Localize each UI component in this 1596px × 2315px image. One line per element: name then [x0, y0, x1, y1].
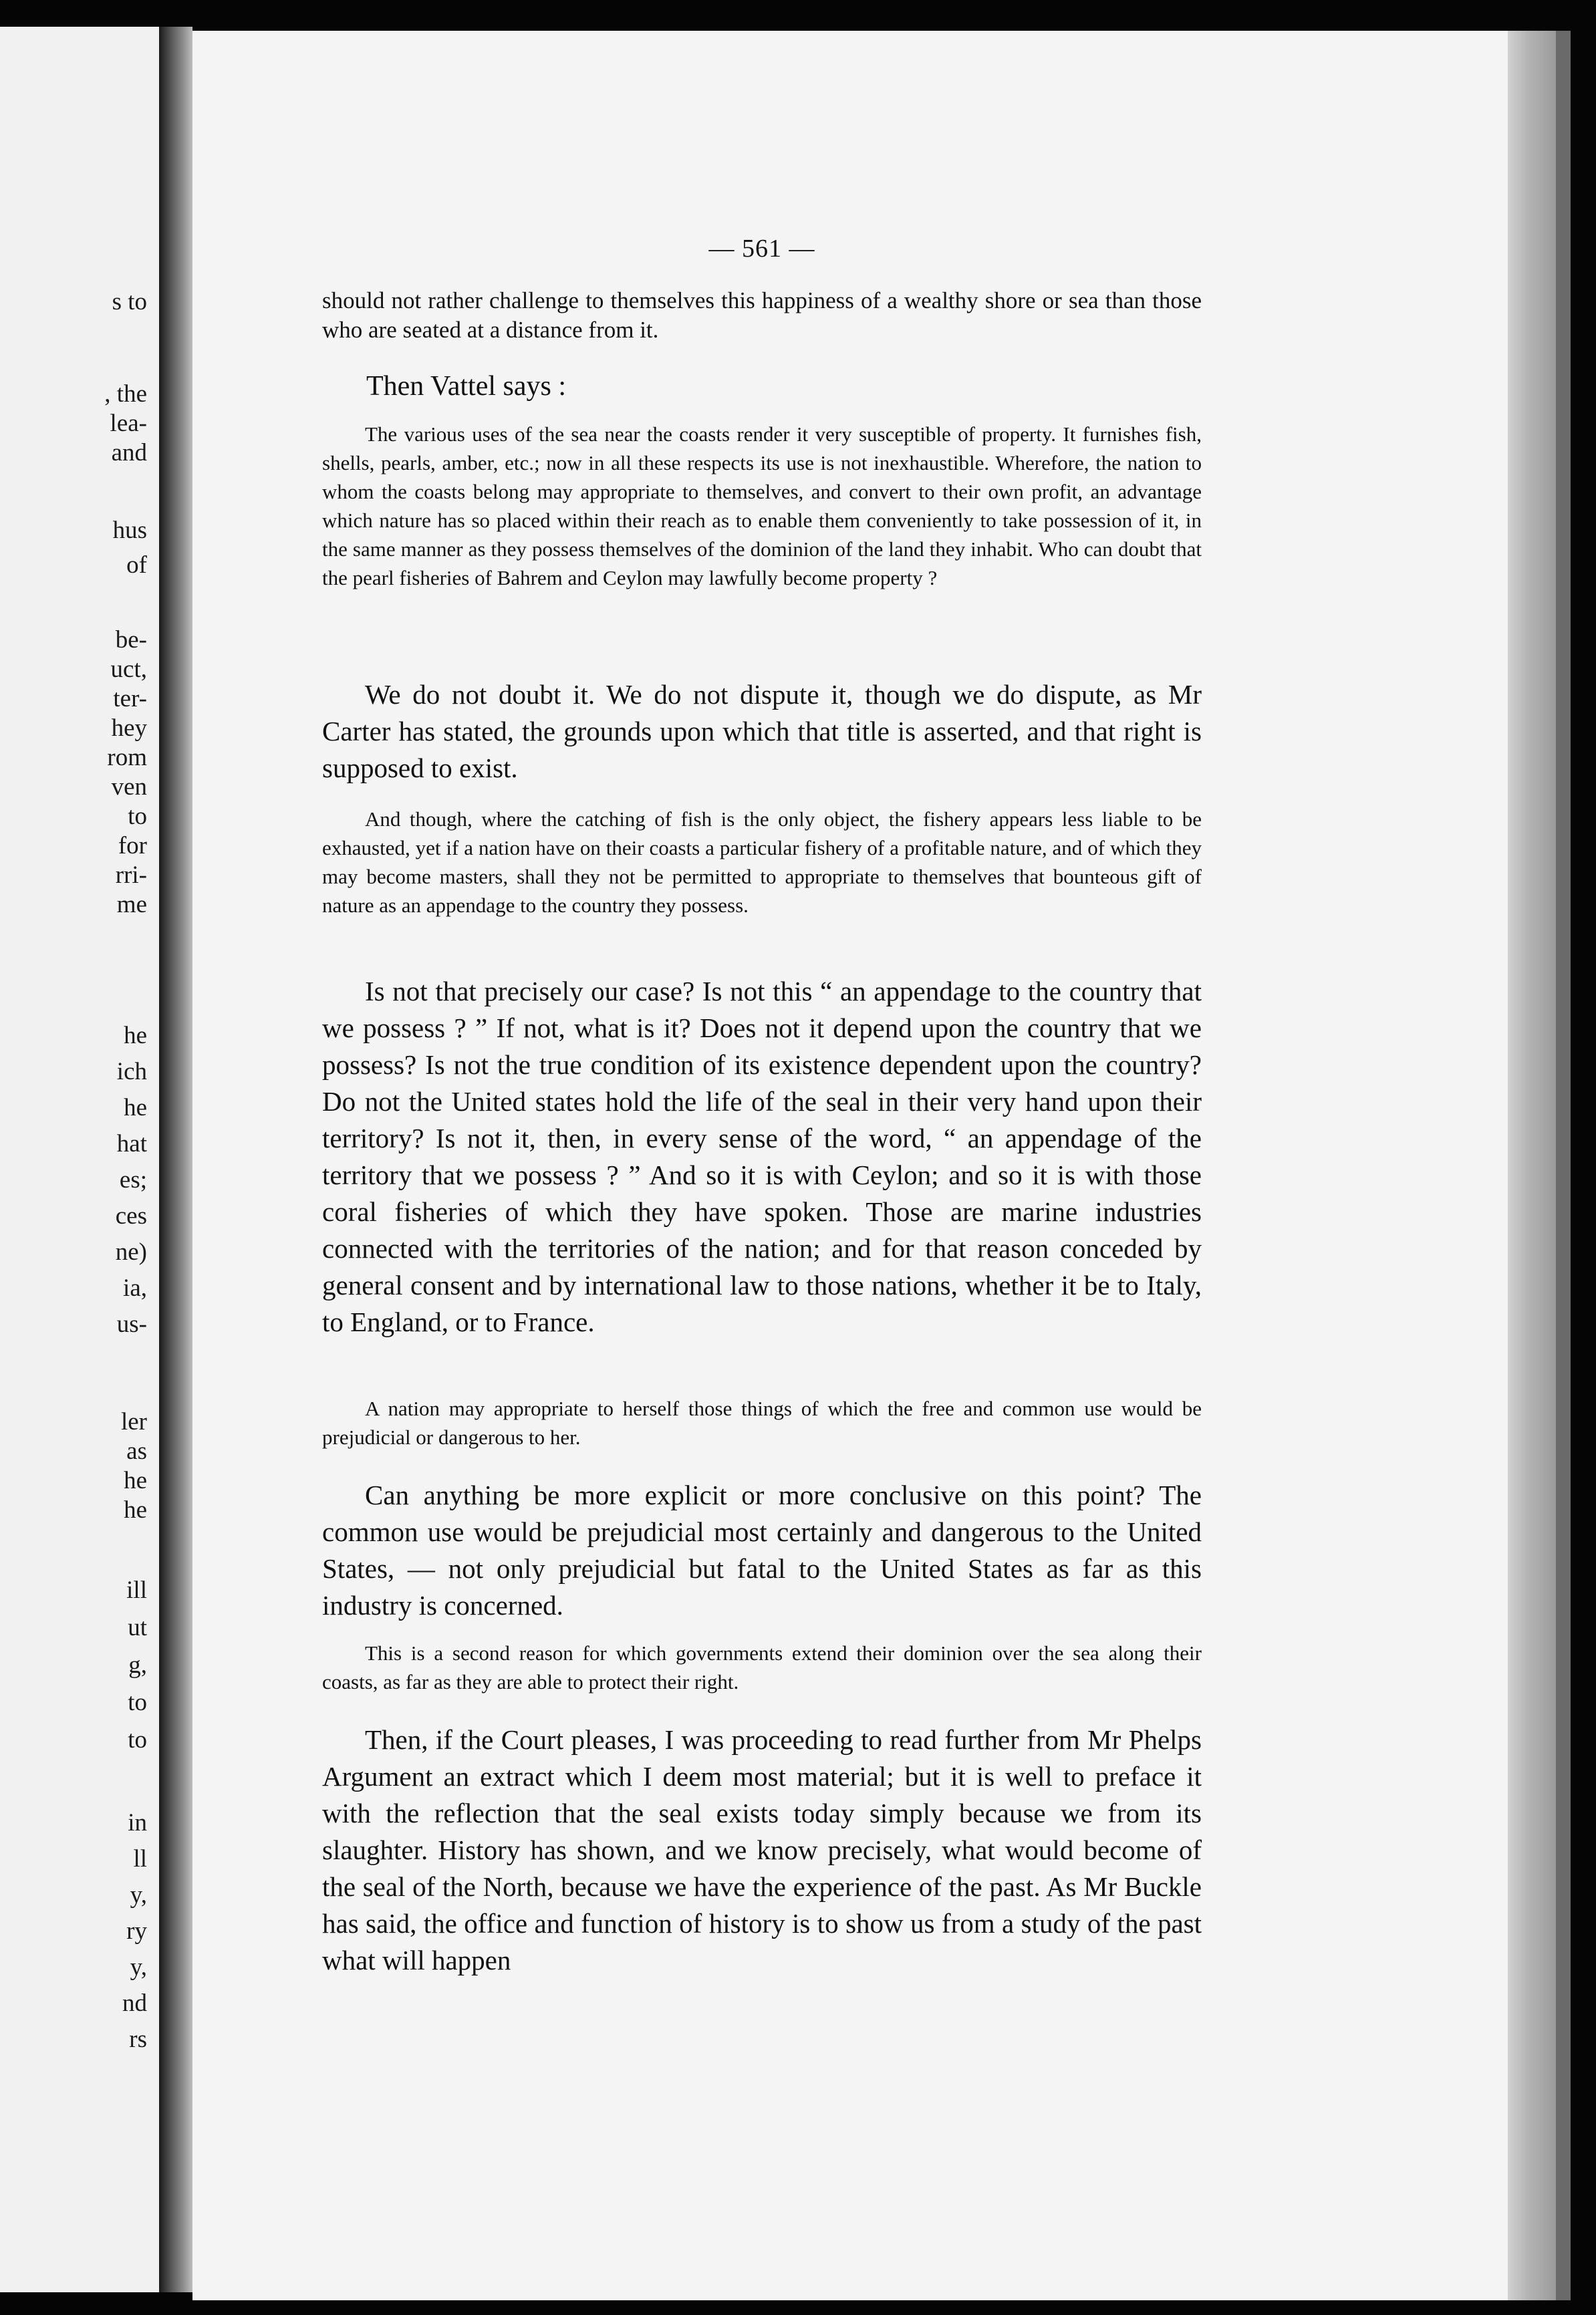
left-fragment: ven: [111, 773, 147, 801]
left-fragment: us-: [116, 1311, 147, 1338]
left-fragment: to: [128, 803, 147, 830]
page-edge: [1508, 31, 1556, 2300]
left-fragment: to: [128, 1689, 147, 1716]
left-fragment: to: [128, 1726, 147, 1754]
paragraph: Then, if the Court pleases, I was proceeding to read further from Mr Phelps Argument an extract which I deem most material; but it is well to preface it with the reflection that the seal exists today simply because we from its slaughter. History has shown, and we know precisely, what would become of the seal of the North, because we have the experience of the past. As Mr Buckle has said, the office and function of history is to show us from a study of the past what will happen: [322, 1724, 1202, 1976]
paragraph: Can anything be more explicit or more conclusive on this point? The common use would be prejudicial most certainly and dangerous to the United States, — not only prejudicial but fatal to the United States as far as this industry is concerned.: [322, 1480, 1202, 1621]
left-fragment: me: [116, 891, 147, 918]
left-fragment: ry: [126, 1917, 147, 1945]
left-fragment: hus: [112, 517, 147, 544]
left-fragment: rom: [107, 744, 147, 771]
left-fragment: rs: [129, 2026, 147, 2053]
left-fragment: ich: [116, 1058, 147, 1085]
left-fragment: be-: [115, 626, 147, 654]
left-fragment: lea-: [110, 410, 147, 437]
paragraph: Is not that precisely our case? Is not this “ an appendage to the country that we possess ? ” If not, what is it? Does not it depend upon the country that we possess? Is not the true condition of its existence dependent upon the country? Do not the United states hold the life of the seal in their very hand upon their territory? Is not it, then, in every sense of the word, “ an appendage of the territory that we possess ? ” And so it is with Ceylon; and so it is with those coral fisheries of which they have spoken. Those are marine industries connected with the territories of the nation; and for that reason conceded by general consent and by international law to those nations, whether it be to Italy, to England, or to France.: [322, 976, 1202, 1337]
left-fragment: hey: [111, 714, 147, 742]
quote-block: A nation may appropriate to herself those things of which the free and common use would be prejudicial or dangerous to her.: [322, 1397, 1202, 1449]
left-fragment: es;: [119, 1166, 147, 1194]
left-fragment: s to: [112, 288, 147, 315]
left-fragment: for: [118, 832, 147, 859]
left-fragment: , the: [104, 380, 147, 408]
left-fragment: rri-: [115, 861, 147, 889]
left-fragment: he: [124, 1022, 147, 1049]
left-fragment: and: [111, 439, 147, 466]
section-heading: Then Vattel says :: [366, 371, 567, 402]
left-fragment: he: [124, 1467, 147, 1494]
paragraph: should not rather challenge to themselves this happiness of a wealthy shore or sea than those who are seated at a distance from it.: [322, 287, 1202, 343]
left-fragment: as: [126, 1438, 147, 1465]
previous-page-fragment: [0, 27, 159, 2292]
left-fragment: y,: [130, 1953, 147, 1981]
left-fragment: ill: [126, 1577, 147, 1604]
left-fragment: he: [124, 1094, 147, 1121]
left-fragment: ler: [120, 1408, 147, 1436]
left-fragment: ne): [115, 1238, 147, 1266]
left-fragment: nd: [122, 1990, 147, 2017]
left-fragment: uct,: [110, 656, 147, 683]
quote-block: And though, where the catching of fish is the only object, the fishery appears less liable to be exhausted, yet if a nation have on their coasts a particular fishery of a profitable nature, and of which they may become masters, shall they not be permitted to appropriate to themselves that bounteous gift of nature as an appendage to the country they possess.: [322, 807, 1202, 917]
left-fragment: ut: [128, 1614, 147, 1641]
quote-block: This is a second reason for which governments extend their dominion over the sea along their coasts, as far as they are able to protect their right.: [322, 1641, 1202, 1693]
left-fragment: g,: [128, 1651, 147, 1679]
page-number: — 561 —: [708, 235, 815, 263]
left-fragment: in: [128, 1809, 147, 1836]
left-fragment: ter-: [113, 685, 147, 712]
quote-block: The various uses of the sea near the coasts render it very susceptible of property. It furnishes fish, shells, pearls, amber, etc.; now in all these respects its use is not inexhaustible. Wherefore, the nation to whom the coasts belong may appropriate to themselves, and convert to their own profit, an advantage which nature has so placed within their reach as to enable them conveniently to take possession of it, in the same manner as they possess themselves of the dominion of the land they inhabit. Who can doubt that the pearl fisheries of Bahrem and Ceylon may lawfully become property ?: [322, 422, 1202, 589]
left-fragment: ces: [115, 1202, 147, 1230]
left-fragment: ll: [133, 1845, 147, 1873]
left-fragment: of: [126, 551, 147, 579]
left-fragment: he: [124, 1496, 147, 1524]
left-fragment: hat: [116, 1130, 147, 1158]
page-edge-shadow: [1556, 31, 1571, 2300]
left-fragment: y,: [130, 1881, 147, 1909]
left-fragment: ia,: [123, 1274, 147, 1302]
paragraph: We do not doubt it. We do not dispute it, though we do dispute, as Mr Carter has stated, the grounds upon which that title is asserted, and that right is supposed to exist.: [322, 679, 1202, 783]
page-gutter: [159, 27, 192, 2292]
